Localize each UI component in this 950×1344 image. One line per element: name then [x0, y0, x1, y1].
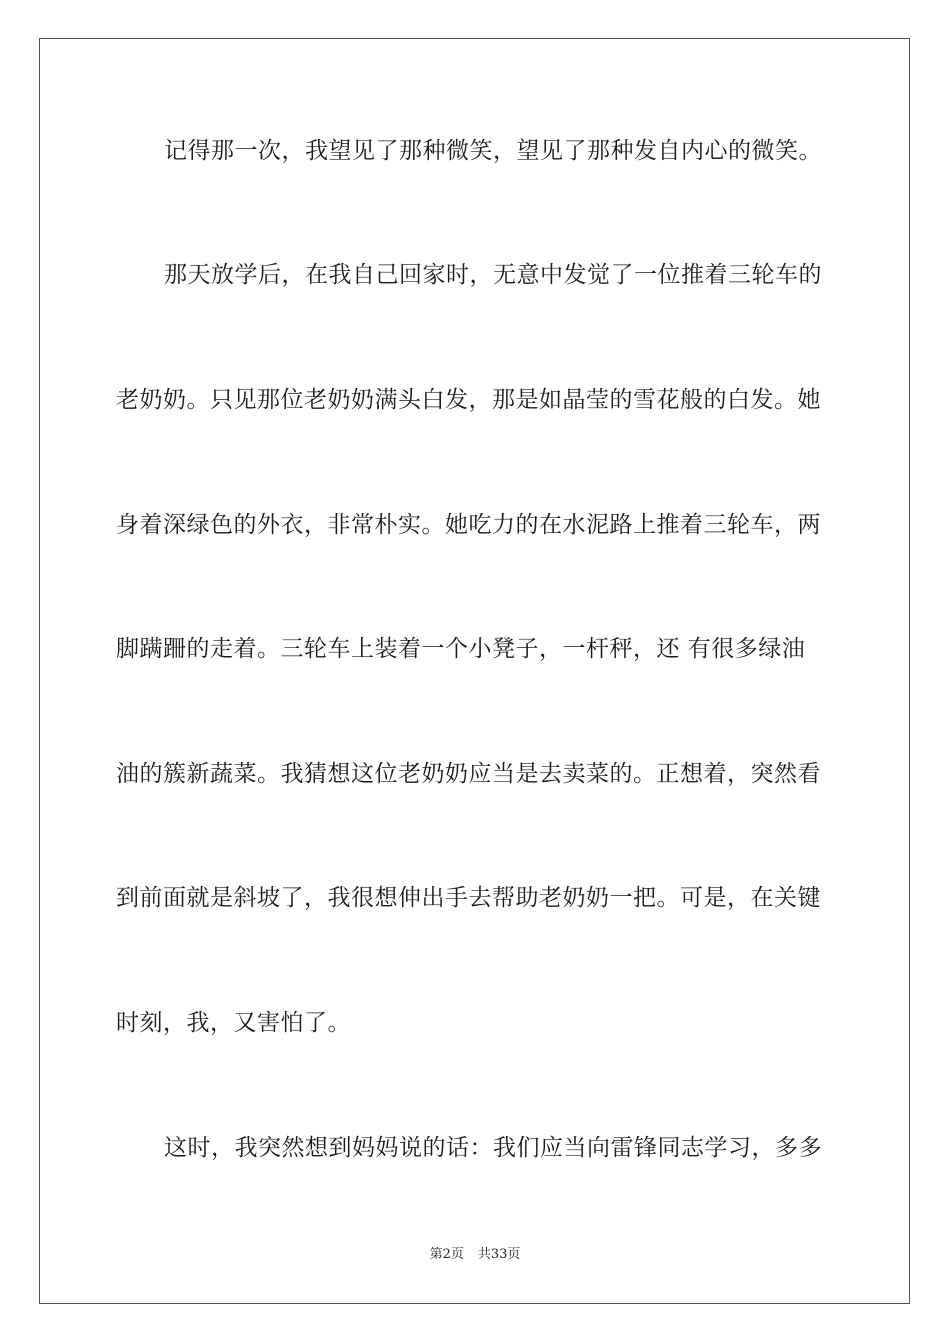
paragraph-line: 到前面就是斜坡了，我很想伸出手去帮助老奶奶一把。可是，在关键	[116, 885, 821, 911]
page-border	[39, 38, 910, 1304]
paragraph-line: 油的簇新蔬菜。我猜想这位老奶奶应当是去卖菜的。正想着，突然看	[116, 761, 821, 787]
page-footer	[0, 1246, 950, 1264]
paragraph-line: 时刻，我，又害怕了。	[116, 1010, 351, 1036]
page-total: 共33页	[477, 1247, 521, 1262]
paragraph-line: 身着深绿色的外衣，非常朴实。她吃力的在水泥路上推着三轮车，两	[116, 512, 821, 538]
paragraph-line: 记得那一次，我望见了那种微笑，望见了那种发自内心的微笑。	[164, 138, 822, 164]
paragraph-line: 脚蹒跚的走着。三轮车上装着一个小凳子，一杆秤，还 有很多绿油	[116, 636, 806, 662]
paragraph-line: 这时，我突然想到妈妈说的话：我们应当向雷锋同志学习，多多	[164, 1135, 822, 1161]
paragraph-line: 老奶奶。只见那位老奶奶满头白发，那是如晶莹的雪花般的白发。她	[116, 387, 821, 413]
page-number: 第2页	[429, 1247, 464, 1262]
paragraph-line: 那天放学后，在我自己回家时，无意中发觉了一位推着三轮车的	[164, 262, 822, 288]
